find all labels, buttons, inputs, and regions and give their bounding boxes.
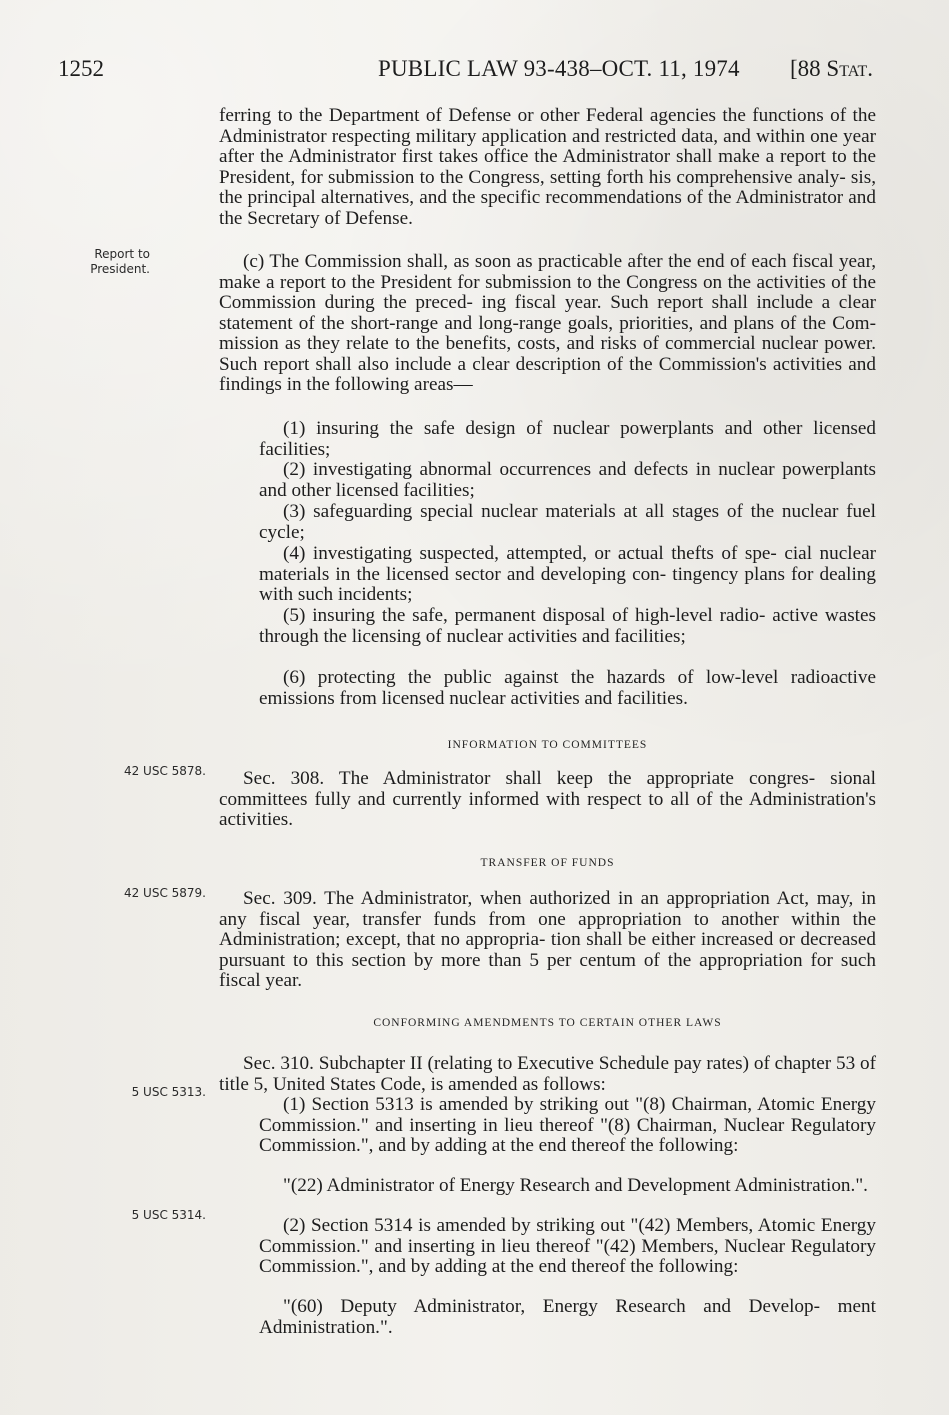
area-item-2: (2) investigating abnormal occurrences and defects in nuclear powerplants and other licensed facilities; (259, 459, 876, 501)
heading-conforming-amendments: CONFORMING AMENDMENTS TO CERTAIN OTHER LAWS (373, 1017, 722, 1029)
amendment-item-2: (2) Section 5314 is amended by striking out "(42) Members, Atomic Energy Commission." and inserting in lieu thereof "(42) Members, Nuclear Regulatory Commission.", and by adding at the end thereof the following: (259, 1215, 876, 1277)
section-309: Sec. 309. The Administrator, when authorized in an appropriation Act, may, in any fiscal year, transfer funds from one appropriation to another within the Administration; except, that no appropria- tion shall be either increased or decreased pursuant to this section by more than 5 per centum of the appropriation for such fiscal year. (219, 888, 876, 991)
paragraph-c: (c) The Commission shall, as soon as practicable after the end of each fiscal year, make a report to the President for submission to the Congress on the activities of the Commission during the preced- ing fiscal year. Such report shall include a clear statement of the short-range and long-range goals, priorities, and plans of the Com- mission as they relate to the benefits, costs, and risks of commercial nuclear power. Such report shall also include a clear description of the Commission's activities and findings in the following areas— (219, 251, 876, 395)
area-item-3: (3) safeguarding special nuclear materials at all stages of the nuclear fuel cycle; (259, 501, 876, 543)
page-header (0, 55, 949, 83)
heading-information-to-committees: INFORMATION TO COMMITTEES (447, 739, 648, 751)
page-number: 1252 (58, 56, 104, 81)
heading-transfer-of-funds: TRANSFER OF FUNDS (480, 857, 615, 869)
section-308: Sec. 308. The Administrator shall keep the appropriate congres- sional committees fully and currently informed with respect to all of the Administration's activities. (219, 768, 876, 830)
area-item-1: (1) insuring the safe design of nuclear powerplants and other licensed facilities; (259, 418, 876, 460)
amendment-item-1: (1) Section 5313 is amended by striking out "(8) Chairman, Atomic Energy Commission." and inserting in lieu thereof "(8) Chairman, Nuclear Regulatory Commission.", and by adding at the end thereof the following: (259, 1094, 876, 1156)
margin-note-42-usc-5878: 42 USC 5878. (123, 764, 206, 778)
amendment-item-1-text: "(22) Administrator of Energy Research and Development Administration.". (283, 1175, 868, 1196)
margin-note-report-to-president: Report to President. (90, 247, 150, 276)
section-310: Sec. 310. Subchapter II (relating to Executive Schedule pay rates) of chapter 53 of title 5, United States Code, is amended as follows: (219, 1053, 876, 1095)
margin-note-5-usc-5314: 5 USC 5314. (131, 1208, 206, 1222)
amendment-item-2-text: "(60) Deputy Administrator, Energy Research and Develop- ment Administration.". (259, 1296, 876, 1338)
margin-note-5-usc-5313: 5 USC 5313. (131, 1085, 206, 1099)
statute-reference: [88 Stat. (790, 56, 873, 81)
area-item-4: (4) investigating suspected, attempted, or actual thefts of spe- cial nuclear materials in the licensed sector and developing con- tingency plans for dealing with such incidents; (259, 543, 876, 605)
area-item-6: (6) protecting the public against the hazards of low-level radioactive emissions from licensed nuclear activities and facilities. (259, 667, 876, 709)
running-head: PUBLIC LAW 93-438–OCT. 11, 1974 (378, 56, 740, 81)
margin-note-42-usc-5879: 42 USC 5879. (123, 886, 206, 900)
area-item-5: (5) insuring the safe, permanent disposal of high-level radio- active wastes through the licensing of nuclear activities and facilities; (259, 605, 876, 647)
intro-paragraph: ferring to the Department of Defense or other Federal agencies the functions of the Administrator respecting military application and restricted data, and within one year after the Administrator first takes office the Administrator shall make a report to the President, for submission to the Congress, setting forth his comprehensive analy- sis, the principal alternatives, and the specific recommendations of the Administrator and the Secretary of Defense. (219, 105, 876, 229)
